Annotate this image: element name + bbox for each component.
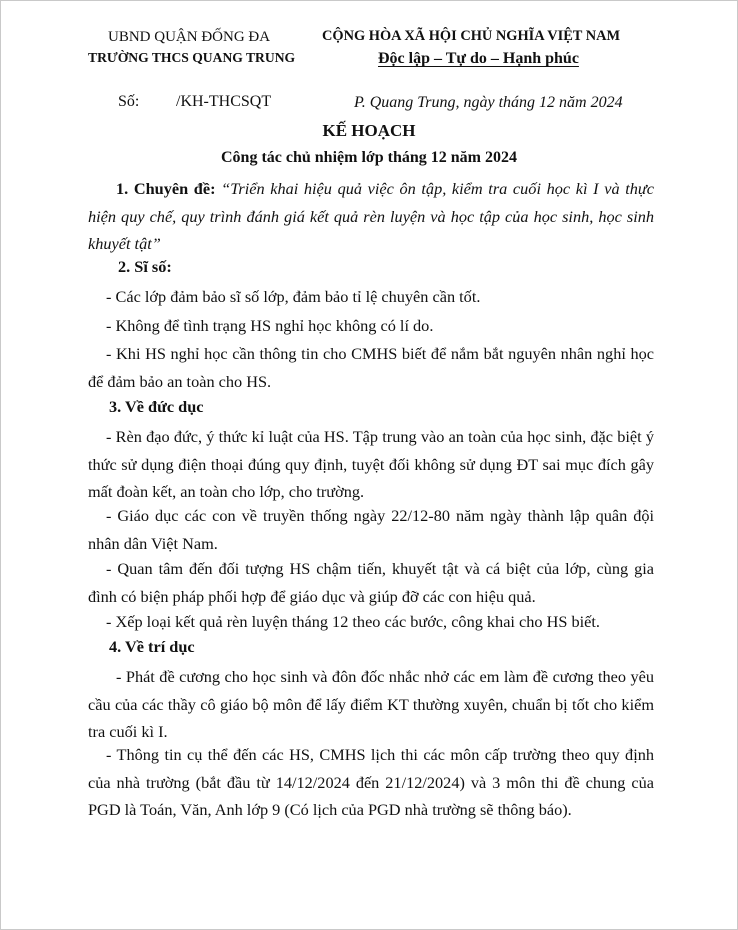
section-4-item: - Thông tin cụ thể đến các HS, CMHS lịch thi các môn cấp trường theo quy định của nhà trường (bắt đầu từ 14/12/2024 đến 21/12/2024) và 3 môn thi đề chung của PGD là Toán, Văn, Anh lớp 9 (Có lịch của PGD nhà trường sẽ thông báo). — [88, 745, 654, 819]
section-3-item: - Quan tâm đến đối tượng HS chậm tiến, khuyết tật và cá biệt của lớp, cùng gia đình có biện pháp phối hợp để giáo dục và giúp đỡ các con hiệu quả. — [88, 559, 654, 606]
section-3-heading: 3. Về đức dục — [109, 397, 204, 416]
section-1-label: 1. Chuyên đề: — [116, 179, 216, 198]
page-subtitle: Công tác chủ nhiệm lớp tháng 12 năm 2024 — [220, 149, 517, 166]
page-title: KẾ HOẠCH — [322, 121, 416, 140]
section-4-item: - Phát đề cương cho học sinh và đôn đốc nhắc nhở các em làm đề cương theo yêu cầu của các thầy cô giáo bộ môn để lấy điểm KT thường xuyên, chuẩn bị tốt cho kiểm tra cuối kì I. — [88, 667, 654, 741]
section-2-heading: 2. Sĩ số: — [118, 257, 172, 276]
section-2-item: - Không để tình trạng HS nghỉ học không có lí do. — [106, 316, 434, 335]
motto: Độc lập – Tự do – Hạnh phúc — [378, 50, 579, 67]
section-3-item: - Giáo dục các con về truyền thống ngày 22/12-80 năm ngày thành lập quân đội nhân dân Việt Nam. — [88, 506, 654, 553]
section-1-paragraph — [88, 175, 654, 258]
section-2-item: - Các lớp đảm bảo sĩ số lớp, đảm bảo tỉ lệ chuyên cần tốt. — [106, 287, 481, 306]
doc-number-label: Số: — [118, 93, 140, 110]
section-3-item: - Rèn đạo đức, ý thức kỉ luật của HS. Tập trung vào an toàn của học sinh, đặc biệt ý thức sử dụng điện thoại đúng quy định, tuyệt đối không sử dụng ĐT sai mục đích gây mất đoàn kết, an toàn cho lớp, cho trường. — [88, 427, 654, 501]
section-1-text: “Triển khai hiệu quả việc ôn tập, kiểm tra cuối học kì I và thực hiện quy chế, quy trình đánh giá kết quả rèn luyện và học tập của học sinh, học sinh khuyết tật” — [88, 179, 654, 253]
section-2-item: - Khi HS nghỉ học cần thông tin cho CMHS biết để nắm bắt nguyên nhân nghỉ học để đảm bảo an toàn cho HS. — [88, 344, 654, 391]
org-line-1: UBND QUẬN ĐỐNG ĐA — [108, 29, 271, 45]
section-3-item: - Xếp loại kết quả rèn luyện tháng 12 theo các bước, công khai cho HS biết. — [106, 612, 600, 631]
doc-number-value: /KH-THCSQT — [176, 93, 272, 110]
nation-line-1: CỘNG HÒA XÃ HỘI CHỦ NGHĨA VIỆT NAM — [322, 28, 621, 44]
place-date: P. Quang Trung, ngày tháng 12 năm 2024 — [354, 94, 623, 111]
org-line-2: TRƯỜNG THCS QUANG TRUNG — [88, 50, 296, 65]
section-4-heading: 4. Về trí dục — [109, 637, 195, 656]
